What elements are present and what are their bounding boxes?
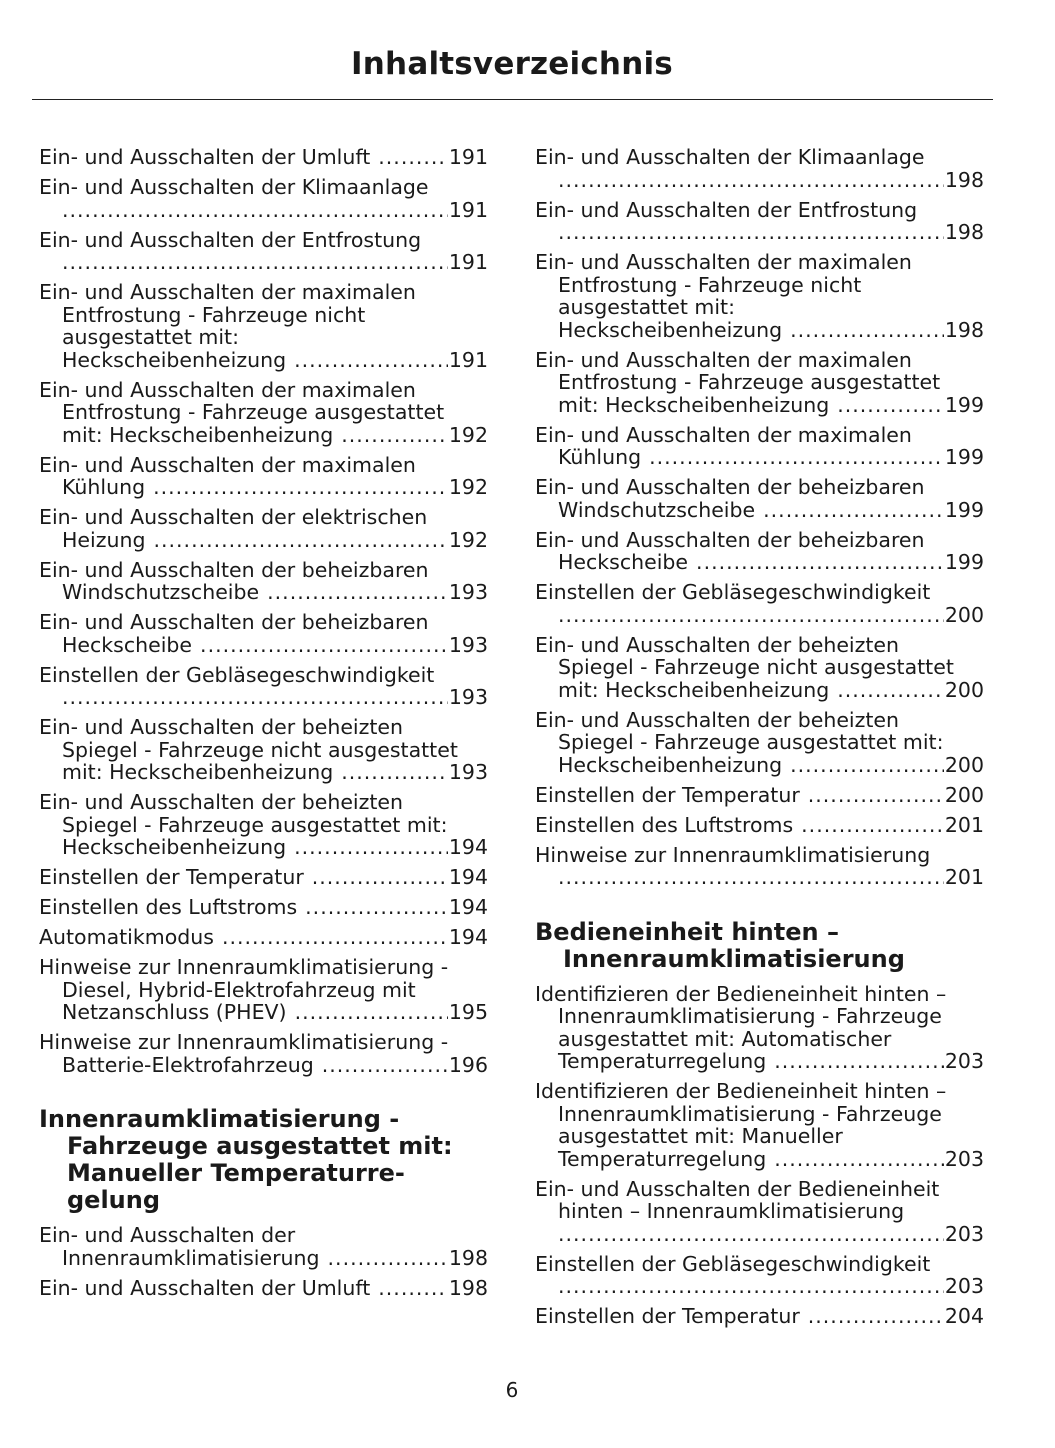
toc-page-number: 199: [944, 550, 984, 574]
toc-entry-text: Einstellen der Temperatur: [39, 865, 304, 889]
toc-entry-text: Ein- und Ausschalten der beheizten: [39, 715, 404, 739]
toc-page-number: 193: [448, 760, 488, 784]
toc-page-number: 198: [944, 167, 984, 192]
toc-page-number: 191: [448, 145, 488, 169]
section-heading-line: Innenraumklimatisierung -: [39, 1105, 400, 1133]
dot-leader: [294, 349, 448, 372]
toc-page-number: 200: [944, 752, 984, 777]
dot-leader: [808, 784, 944, 807]
toc-page-number: 201: [944, 812, 984, 837]
toc-entry[interactable]: [39, 229, 488, 274]
toc-entry-text: Heckscheibenheizung: [558, 317, 783, 342]
dot-leader: [790, 754, 944, 777]
toc-entry-text: Ein- und Ausschalten der: [39, 1223, 296, 1247]
toc-entry[interactable]: [39, 791, 488, 859]
toc-entry-text: Ein- und Ausschalten der beheizbaren: [535, 527, 925, 552]
toc-entry[interactable]: [39, 716, 488, 784]
toc-entry-text: Ein- und Ausschalten der Umluft: [39, 1275, 371, 1300]
toc-section-heading: [535, 919, 984, 973]
dot-leader: [153, 529, 447, 552]
section-heading-line: Manueller Temperaturre-: [67, 1159, 405, 1187]
toc-entry-text: Temperaturregelung: [558, 1049, 767, 1073]
toc-entry-text: Hinweise zur Innenraumklimatisierung -: [39, 955, 449, 979]
toc-page-number: 191: [448, 197, 488, 222]
toc-entry-text: Spiegel - Fahrzeuge ausgestattet mit:: [558, 730, 944, 754]
page-number: 6: [505, 1378, 519, 1402]
dot-leader: [696, 551, 944, 574]
dot-leader: [378, 1277, 448, 1300]
toc-entry-text: Einstellen des Luftstroms: [535, 812, 794, 837]
toc-entry[interactable]: [39, 866, 488, 889]
toc-entry[interactable]: [535, 349, 984, 417]
toc-entry-text: Einstellen der Gebläsegeschwindigkeit: [535, 580, 931, 604]
toc-entry[interactable]: [39, 1224, 488, 1269]
section-heading-line: Innenraumklimatisierung: [563, 944, 905, 973]
toc-entry[interactable]: [39, 896, 488, 919]
toc-page-number: 194: [448, 895, 488, 919]
dot-leader: [62, 251, 448, 274]
toc-entry-text: Heckscheibe: [62, 632, 193, 657]
toc-entry[interactable]: [39, 664, 488, 709]
section-heading-line: Bedieneinheit hinten –: [535, 917, 839, 946]
toc-entry[interactable]: [535, 983, 984, 1073]
toc-page-number: 192: [448, 527, 488, 552]
toc-entry-text: Netzanschluss (PHEV): [62, 1000, 287, 1024]
toc-entry-text: Kühlung: [62, 475, 146, 499]
toc-entry-text: mit: Heckscheibenheizung: [62, 422, 334, 447]
toc-entry-text: Spiegel - Fahrzeuge nicht ausgestattet: [62, 737, 458, 762]
toc-entry-text: Heckscheibenheizung: [558, 752, 783, 777]
dot-leader: [341, 761, 448, 784]
toc-entry[interactable]: [535, 146, 984, 191]
toc-entry-text: Heckscheibenheizung: [62, 835, 287, 859]
toc-entry[interactable]: [535, 424, 984, 469]
toc-page-number: 198: [944, 220, 984, 244]
toc-entry-text: Ein- und Ausschalten der Klimaanlage: [535, 145, 925, 169]
toc-entry[interactable]: [535, 581, 984, 626]
toc-entry[interactable]: [39, 454, 488, 499]
toc-entry-text: Spiegel - Fahrzeuge ausgestattet mit:: [62, 812, 448, 837]
toc-entry[interactable]: [535, 476, 984, 521]
toc-entry[interactable]: [535, 844, 984, 889]
dot-leader: [322, 1054, 448, 1077]
toc-entry-text: Ein- und Ausschalten der Entfrostung: [535, 197, 918, 222]
toc-entry-text: Ein- und Ausschalten der maximalen: [535, 422, 912, 447]
toc-entry-text: Kühlung: [558, 445, 642, 469]
dot-leader: [763, 499, 944, 522]
toc-entry-text: Ein- und Ausschalten der Bedieneinheit: [535, 1176, 940, 1201]
dot-leader: [295, 1001, 448, 1024]
toc-page-number: 193: [448, 632, 488, 657]
toc-page-number: 194: [448, 835, 488, 859]
toc-page-number: 193: [448, 580, 488, 604]
dot-leader: [222, 926, 448, 949]
toc-page-number: 203: [944, 1221, 984, 1246]
dot-leader: [341, 424, 448, 447]
toc-page-number: 194: [448, 925, 488, 949]
toc-page-number: 193: [448, 685, 488, 709]
toc-entry[interactable]: [39, 611, 488, 656]
toc-entry[interactable]: [535, 1253, 984, 1298]
toc-entry[interactable]: [535, 1080, 984, 1170]
toc-page-number: 192: [448, 475, 488, 499]
toc-entry[interactable]: [39, 379, 488, 447]
toc-entry[interactable]: [39, 176, 488, 221]
toc-entry[interactable]: [39, 281, 488, 371]
dot-leader: [801, 814, 944, 837]
toc-entry-text: Heckscheibenheizung: [62, 347, 287, 372]
toc-entry[interactable]: [535, 709, 984, 777]
toc-entry-text: Ein- und Ausschalten der beheizbaren: [39, 610, 429, 634]
toc-page-number: 199: [944, 392, 984, 417]
dot-leader: [62, 199, 448, 222]
toc-page-number: 201: [944, 865, 984, 889]
toc-page-number: 192: [448, 422, 488, 447]
toc-entry-text: Innenraumklimatisierung - Fahrzeuge: [558, 1004, 942, 1028]
toc-entry[interactable]: [39, 926, 488, 949]
toc-entry-text: Ein- und Ausschalten der beheizbaren: [535, 475, 925, 499]
toc-entry-text: mit: Heckscheibenheizung: [558, 677, 830, 702]
toc-entry-text: Diesel, Hybrid-Elektrofahrzeug mit: [62, 977, 416, 1002]
title-divider: [32, 99, 993, 100]
toc-page-number: 200: [944, 602, 984, 627]
toc-entry-text: Temperaturregelung: [558, 1146, 767, 1171]
dot-leader: [558, 1275, 944, 1298]
toc-entry-text: Ein- und Ausschalten der beheizten: [535, 707, 900, 732]
toc-entry[interactable]: [39, 1277, 488, 1300]
toc-entry-text: Automatikmodus: [39, 925, 214, 949]
toc-entry-text: Einstellen der Gebläsegeschwindigkeit: [535, 1251, 931, 1276]
section-heading-line: Fahrzeuge ausgestattet mit:: [67, 1132, 453, 1160]
toc-entry-text: Einstellen der Temperatur: [535, 782, 800, 807]
toc-entry[interactable]: [535, 251, 984, 341]
dot-leader: [558, 221, 944, 244]
toc-page-number: 198: [944, 317, 984, 342]
toc-entry[interactable]: [39, 956, 488, 1024]
dot-leader: [837, 679, 944, 702]
toc-entry-text: hinten – Innenraumklimatisierung: [558, 1199, 905, 1223]
toc-page-number: 200: [944, 782, 984, 807]
toc-entry[interactable]: [535, 784, 984, 807]
toc-entry-text: Ein- und Ausschalten der maximalen: [39, 452, 416, 477]
toc-entry-text: Windschutzscheibe: [558, 497, 756, 522]
dot-leader: [558, 866, 944, 889]
toc-entry-text: ausgestattet mit: Automatischer: [558, 1026, 892, 1051]
toc-entry-text: Einstellen des Luftstroms: [39, 895, 298, 919]
toc-entry-text: Identifizieren der Bedieneinheit hinten –: [535, 981, 947, 1006]
toc-entry-text: Heizung: [62, 527, 146, 552]
toc-entry-text: Ein- und Ausschalten der maximalen: [535, 250, 912, 274]
toc-page-number: 191: [448, 250, 488, 274]
toc-entry-text: Ein- und Ausschalten der beheizten: [39, 790, 404, 814]
dot-leader: [378, 146, 448, 169]
toc-entry-text: Entfrostung - Fahrzeuge ausgestattet: [62, 400, 445, 424]
toc-entry-text: Batterie-Elektrofahrzeug: [62, 1052, 314, 1077]
toc-entry[interactable]: [535, 1305, 984, 1328]
toc-left-column: [39, 146, 488, 1307]
toc-page-number: 198: [448, 1275, 488, 1300]
toc-page-number: 195: [448, 1000, 488, 1024]
toc-entry-text: Spiegel - Fahrzeuge nicht ausgestattet: [558, 655, 954, 679]
toc-entry[interactable]: [39, 146, 488, 169]
toc-section-heading: [39, 1106, 488, 1214]
dot-leader: [558, 1223, 944, 1246]
toc-entry-text: Hinweise zur Innenraumklimatisierung -: [39, 1030, 449, 1054]
dot-leader: [294, 836, 448, 859]
toc-entry-text: Ein- und Ausschalten der Entfrostung: [39, 227, 422, 252]
dot-leader: [200, 634, 448, 657]
toc-entry-text: Ein- und Ausschalten der Klimaanlage: [39, 175, 429, 199]
dot-leader: [305, 896, 448, 919]
toc-entry[interactable]: [39, 506, 488, 551]
toc-entry-text: Windschutzscheibe: [62, 580, 260, 604]
dot-leader: [808, 1305, 944, 1328]
toc-page-number: 196: [448, 1052, 488, 1077]
toc-entry-text: Ein- und Ausschalten der beheizbaren: [39, 557, 429, 582]
toc-entry-text: Ein- und Ausschalten der maximalen: [39, 377, 416, 402]
dot-leader: [312, 866, 448, 889]
toc-entry-text: Ein- und Ausschalten der beheizten: [535, 632, 900, 657]
dot-leader: [558, 604, 944, 627]
dot-leader: [62, 686, 448, 709]
toc-page-number: 199: [944, 445, 984, 469]
toc-page-number: 199: [944, 497, 984, 522]
toc-page-number: 204: [944, 1304, 984, 1328]
dot-leader: [153, 476, 448, 499]
toc-entry-text: ausgestattet mit:: [558, 295, 735, 319]
toc-entry[interactable]: [535, 814, 984, 837]
toc-entry-text: Ein- und Ausschalten der maximalen: [535, 347, 912, 372]
toc-entry[interactable]: [535, 634, 984, 702]
dot-leader: [790, 319, 944, 342]
toc-entry-text: Heckscheibe: [558, 550, 689, 574]
toc-page-number: 203: [944, 1049, 984, 1073]
toc-entry[interactable]: [535, 1178, 984, 1246]
toc-page-number: 203: [944, 1274, 984, 1298]
dot-leader: [267, 581, 448, 604]
toc-entry-text: mit: Heckscheibenheizung: [558, 392, 830, 417]
toc-right-column: [535, 146, 984, 1335]
toc-entry[interactable]: [535, 199, 984, 244]
toc-entry[interactable]: [39, 559, 488, 604]
toc-entry-text: Innenraumklimatisierung - Fahrzeuge: [558, 1101, 942, 1126]
dot-leader: [774, 1148, 944, 1171]
toc-entry-text: Entfrostung - Fahrzeuge nicht: [558, 272, 862, 297]
dot-leader: [837, 394, 944, 417]
dot-leader: [558, 169, 944, 192]
toc-page-number: 200: [944, 677, 984, 702]
toc-entry[interactable]: [39, 1031, 488, 1076]
section-heading-line: gelung: [67, 1186, 161, 1214]
toc-page-number: 191: [448, 347, 488, 372]
toc-entry-text: Einstellen der Gebläsegeschwindigkeit: [39, 662, 435, 687]
toc-entry-text: ausgestattet mit: Manueller: [558, 1124, 843, 1148]
toc-entry-text: ausgestattet mit:: [62, 325, 239, 349]
toc-entry-text: Identifizieren der Bedieneinheit hinten –: [535, 1079, 947, 1103]
toc-entry-text: Innenraumklimatisierung: [62, 1245, 320, 1270]
toc-page-number: 198: [448, 1245, 488, 1270]
dot-leader: [649, 446, 944, 469]
toc-page-number: 203: [944, 1146, 984, 1171]
toc-entry-text: Ein- und Ausschalten der elektrischen: [39, 505, 428, 529]
toc-entry-text: Hinweise zur Innenraumklimatisierung: [535, 842, 931, 867]
toc-entry[interactable]: [535, 529, 984, 574]
page-title: Inhaltsverzeichnis: [351, 46, 673, 82]
toc-entry-text: Ein- und Ausschalten der maximalen: [39, 280, 416, 304]
toc-entry-text: mit: Heckscheibenheizung: [62, 760, 334, 784]
toc-entry-text: Entfrostung - Fahrzeuge nicht: [62, 302, 366, 327]
toc-entry-text: Ein- und Ausschalten der Umluft: [39, 145, 371, 169]
toc-entry-text: Entfrostung - Fahrzeuge ausgestattet: [558, 370, 941, 394]
toc-entry-text: Einstellen der Temperatur: [535, 1304, 800, 1328]
toc-page-number: 194: [448, 865, 488, 889]
dot-leader: [774, 1050, 944, 1073]
dot-leader: [328, 1247, 448, 1270]
